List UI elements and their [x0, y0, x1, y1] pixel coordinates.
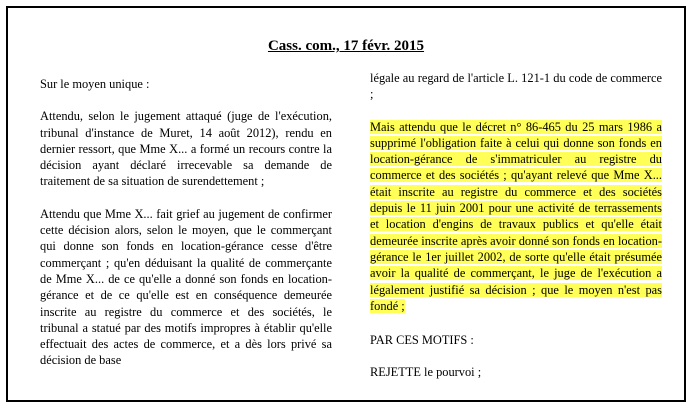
paragraph-moyen: Sur le moyen unique : — [40, 77, 150, 91]
paragraph-attendu-jugement: Attendu, selon le jugement attaqué (juge de l'exécution, tribunal d'instance de Muret, 14 août 2012), rendu en dernier ressort, que Mme X... a formé un recours contre la décision ayant déclaré irrecevable sa demande de traitement de sa situation de surendettement ; — [40, 109, 332, 189]
left-column — [40, 76, 332, 385]
paragraph-attendu-grief: Attendu que Mme X... fait grief au jugement de confirmer cette décision alors, selon le moyen, que le commerçant qui donne son fonds en location-gérance cesse d'être commerçant ; qu'en déduisant la qualité de commerçante de Mme X... de ce qu'elle a donné son fonds en location-gérance et de ce qu'elle est en conséquence demeurée inscrite au registre du commerce et des sociétés, le tribunal a statué par des motifs impropres à établir qu'elle effectuait des actes de commerce, et a dès lors privé sa décision de base — [40, 206, 332, 368]
paragraph-motifs: PAR CES MOTIFS : — [370, 333, 474, 348]
paragraph-highlighted — [370, 119, 662, 315]
highlighted-text: Mais attendu que le décret n° 86-465 du 25 mars 1986 a supprimé l'obligation faite à celui qui donne son fonds en location-gérance de s'immatriculer au registre du commerce et des sociétés ; qu'ayant relevé que Mme X... était inscrite au registre du commerce et des sociétés depuis le 11 juin 2001 pour une activité de terrassements et location d'engins de travaux publics et qu'elle était demeurée inscrite après avoir donné son fonds en location-gérance le 1er juillet 2002, de sorte qu'elle était présumée avoir la qualité de commerçant, le juge de l'exécution a légalement justifié sa décision ; que le moyen n'est pas fondé ; — [370, 119, 662, 313]
right-column — [370, 70, 662, 397]
paragraph-decision: REJETTE le pourvoi ; — [370, 365, 482, 380]
document-frame — [6, 6, 686, 402]
paragraph-continuation: légale au regard de l'article L. 121-1 du code de commerce ; — [370, 71, 662, 102]
document-title: Cass. com., 17 févr. 2015 — [267, 38, 425, 54]
